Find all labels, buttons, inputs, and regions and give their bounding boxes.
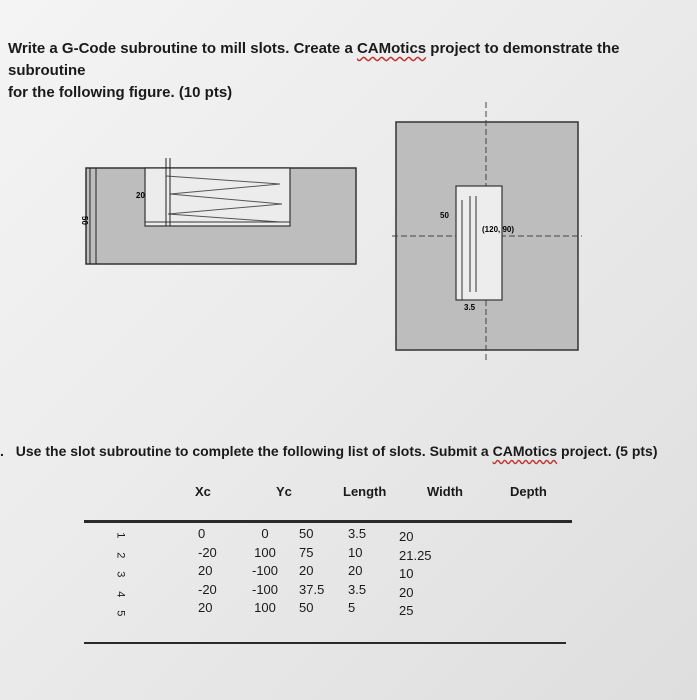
cell-length: 20 <box>299 563 314 578</box>
question-2-text-end: project. (5 pts) <box>557 443 658 459</box>
table-row-index: 4 <box>114 590 127 597</box>
cell-depth: 20 <box>399 584 414 600</box>
cell-depth: 20 <box>399 529 414 544</box>
cell-yc: 0 <box>261 526 269 541</box>
figure-top-view <box>390 100 610 365</box>
header-width: Width <box>427 484 463 499</box>
dim-height-label: 50 <box>80 216 89 225</box>
cell-xc: 20 <box>198 600 213 615</box>
question-1-text-end: project to demonstrate the subroutine <box>8 40 620 79</box>
cell-depth: 21.25 <box>399 547 432 563</box>
header-depth: Depth <box>510 484 547 499</box>
cell-width: 3.5 <box>348 526 367 541</box>
table-row-index: 5 <box>114 610 127 617</box>
cell-width: 5 <box>348 600 356 615</box>
column-index <box>114 525 127 623</box>
figure-side-view <box>70 150 370 275</box>
camotics-word-2: CAMotics <box>492 443 558 459</box>
dim-width-label: 3.5 <box>464 303 476 312</box>
question-2-text: Use the slot subroutine to complete the following list of slots. Submit a <box>15 443 493 459</box>
table-row-index: 2 <box>114 551 127 558</box>
cell-xc: 0 <box>198 526 206 541</box>
cell-yc: -100 <box>251 581 279 597</box>
dim-width-label: 20 <box>136 191 145 200</box>
table-bottom-rule <box>84 642 566 644</box>
question-2 <box>0 443 658 459</box>
cell-yc: -100 <box>251 563 279 578</box>
cell-depth: 10 <box>399 566 414 581</box>
column-depth <box>399 528 432 621</box>
column-xc <box>198 525 217 618</box>
column-yc <box>248 525 282 618</box>
cell-width: 20 <box>348 563 363 578</box>
cell-xc: -20 <box>198 544 217 560</box>
cell-length: 50 <box>299 600 314 615</box>
header-yc: Yc <box>276 484 292 499</box>
cell-xc: -20 <box>198 581 217 597</box>
cell-depth: 25 <box>399 603 414 618</box>
question-1-text: Write a G-Code subroutine to mill slots. Create a <box>8 40 357 57</box>
cell-length: 37.5 <box>299 581 325 597</box>
cell-length: 75 <box>299 544 314 560</box>
cell-width: 3.5 <box>348 581 367 597</box>
table-row-index: 1 <box>114 532 127 539</box>
question-2-bullet: . <box>0 443 4 459</box>
cell-width: 10 <box>348 544 363 560</box>
column-width <box>348 525 366 618</box>
question-1-line-2: for the following figure. (10 pts) <box>8 84 233 101</box>
column-length <box>299 525 324 618</box>
camotics-word: CAMotics <box>356 40 427 57</box>
cell-xc: 20 <box>198 563 213 578</box>
table-top-rule <box>84 520 572 523</box>
question-1 <box>8 38 688 104</box>
header-length: Length <box>343 484 387 499</box>
dim-height-label: 50 <box>440 211 449 220</box>
coordinate-label: (120, 90) <box>482 225 515 234</box>
cell-yc: 100 <box>254 544 276 560</box>
table-row-index: 3 <box>114 571 127 578</box>
header-xc: Xc <box>195 484 211 499</box>
cell-length: 50 <box>299 526 314 541</box>
slot-outline <box>456 186 502 300</box>
cell-yc: 100 <box>254 600 276 615</box>
